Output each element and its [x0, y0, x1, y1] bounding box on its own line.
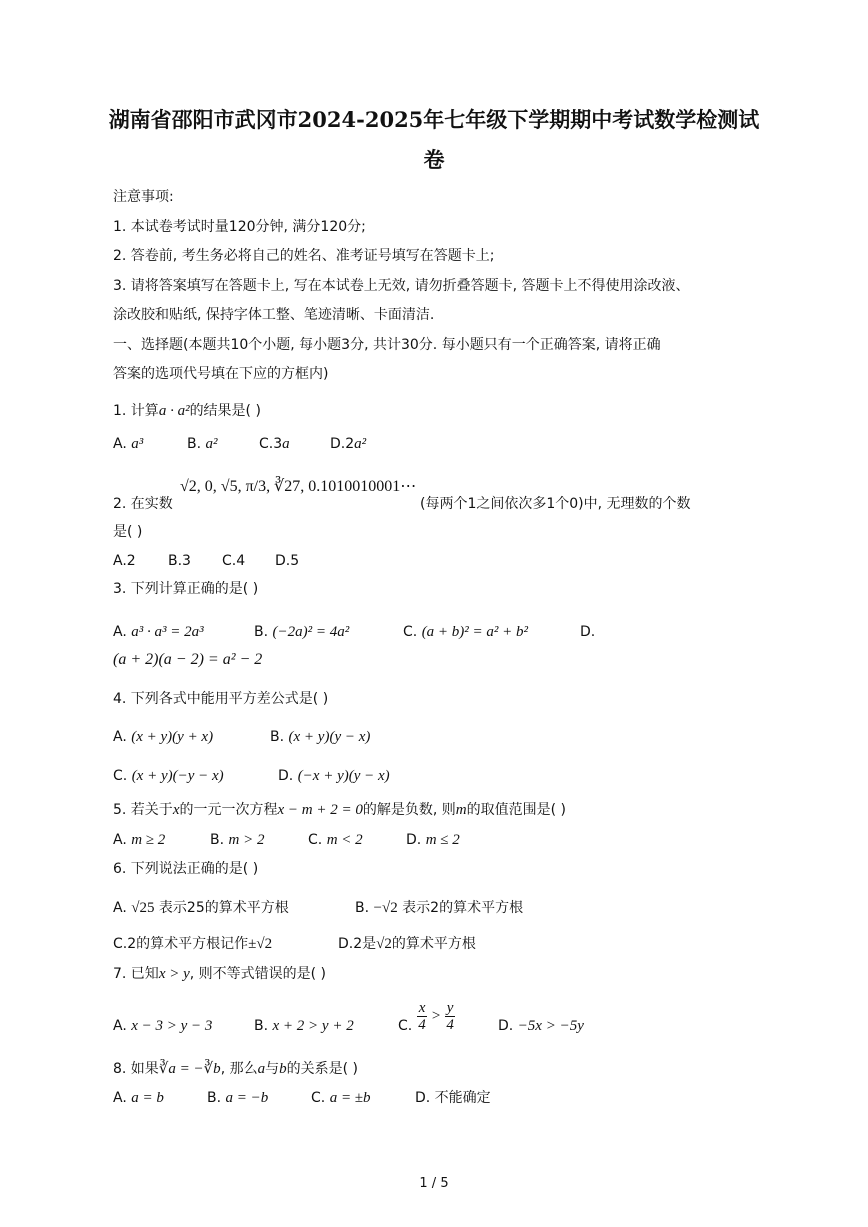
q7-expression: x > y: [158, 966, 190, 982]
notice-heading: 注意事项:: [113, 189, 174, 205]
q2-option-b: B.3: [168, 553, 191, 569]
q4-option-d: D. (−x + y)(y − x): [278, 768, 390, 784]
question-7-stem: 7. 已知x > y, 则不等式错误的是( ): [113, 966, 327, 982]
q1-option-c: C.3a: [259, 436, 290, 452]
q7-option-b: B. x + 2 > y + 2: [254, 1018, 354, 1034]
q7-c-fraction-left: $\frac{x}{4}$: [418, 999, 426, 1033]
notice-item-3: 3. 请将答案填写在答题卡上, 写在本试卷上无效, 请勿折叠答题卡, 答题卡上不得使用涂改液、: [113, 278, 690, 294]
q4-option-b: B. (x + y)(y − x): [270, 729, 371, 745]
q5-variable-m: m: [455, 802, 467, 818]
question-1-stem: [113, 401, 261, 421]
q3-option-c: C. (a + b)² = a² + b²: [403, 624, 529, 640]
q5-option-d: D. m ≤ 2: [406, 832, 460, 848]
q2-option-c: C.4: [222, 553, 246, 569]
q2-option-d: D.5: [275, 553, 300, 569]
q3-option-d-expression: (a + 2)(a − 2) = a² − 2: [113, 651, 263, 668]
q7-option-d: D. −5x > −5y: [498, 1018, 584, 1034]
q1-option-a: A. a³: [113, 436, 144, 452]
q4-option-a: A. (x + y)(y + x): [113, 729, 214, 745]
q2-option-a: A.2: [113, 553, 136, 569]
section-1-heading-cont: 答案的选项代号填在下应的方框内): [113, 366, 329, 382]
section-1-heading: 一、选择题(本题共10个小题, 每小题3分, 共计30分. 每小题只有一个正确答案, 请将正确: [113, 337, 661, 353]
question-3-stem: 3. 下列计算正确的是( ): [113, 581, 259, 597]
notice-item-2: 2. 答卷前, 考生务必将自己的姓名、准考证号填写在答题卡上;: [113, 248, 495, 264]
q5-equation: x − m + 2 = 0: [277, 802, 363, 818]
question-2-stem-post: (每两个1之间依次多1个0)中, 无理数的个数: [420, 496, 691, 512]
question-5-stem: 5. 若关于x的一元一次方程x − m + 2 = 0的解是负数, 则m的取值范围是( ): [113, 802, 566, 818]
page-number: 1 / 5: [419, 1176, 449, 1191]
q8-expression: ∛a = −∛b: [158, 1061, 221, 1077]
question-8-stem: 8. 如果∛a = −∛b, 那么a与b的关系是( ): [113, 1061, 358, 1077]
q6-option-d: D.2是√2的算术平方根: [338, 936, 476, 952]
q5-option-c: C. m < 2: [308, 832, 363, 848]
q3-option-a: A. a³ · a³ = 2a³: [113, 624, 204, 640]
q8-option-c: C. a = ±b: [311, 1090, 371, 1106]
document-title-line1: 湖南省邵阳市武冈市2024-2025年七年级下学期期中考试数学检测试: [108, 107, 760, 132]
q6-option-a: A. √25 表示25的算术平方根: [113, 900, 289, 916]
q8-option-d: D. 不能确定: [415, 1090, 491, 1106]
q1-expression: a · a²: [158, 403, 190, 419]
notice-item-4: 涂改胶和贴纸, 保持字体工整、笔迹清晰、卡面清洁.: [113, 307, 435, 323]
q5-variable-x: x: [172, 802, 180, 818]
q2-number-list: √2, 0, √5, π/3, ∛27, 0.1010010001⋯: [180, 478, 417, 495]
q5-option-a: A. m ≥ 2: [113, 832, 166, 848]
q7-c-fraction-right: $\frac{y}{4}$: [446, 999, 454, 1033]
q7-option-a: A. x − 3 > y − 3: [113, 1018, 213, 1034]
q3-option-b: B. (−2a)² = 4a²: [254, 624, 350, 640]
q7-option-c: C. $\frac{x}{4}$ > $\frac{y}{4}$: [398, 999, 454, 1034]
q1-option-d: D.2a²: [330, 436, 367, 452]
q5-option-b: B. m > 2: [210, 832, 265, 848]
q4-option-c: C. (x + y)(−y − x): [113, 768, 224, 784]
q1-stem-pre: 1. 计算: [113, 403, 159, 419]
question-6-stem: 6. 下列说法正确的是( ): [113, 861, 259, 877]
document-title-line2: 卷: [423, 147, 445, 172]
q1-option-b: B. a²: [187, 436, 218, 452]
notice-item-1: 1. 本试卷考试时量120分钟, 满分120分;: [113, 219, 366, 235]
q8-option-b: B. a = −b: [207, 1090, 269, 1106]
q1-stem-post: 的结果是( ): [189, 403, 261, 419]
q6-option-b: B. −√2 表示2的算术平方根: [355, 900, 524, 916]
question-2-stem-line2: 是( ): [113, 524, 143, 540]
question-2-stem-pre: 2. 在实数: [113, 496, 173, 512]
q3-option-d-label: D.: [580, 624, 596, 640]
q8-option-a: A. a = b: [113, 1090, 164, 1106]
q6-option-c: C.2的算术平方根记作±√2: [113, 936, 273, 952]
question-4-stem: 4. 下列各式中能用平方差公式是( ): [113, 691, 329, 707]
